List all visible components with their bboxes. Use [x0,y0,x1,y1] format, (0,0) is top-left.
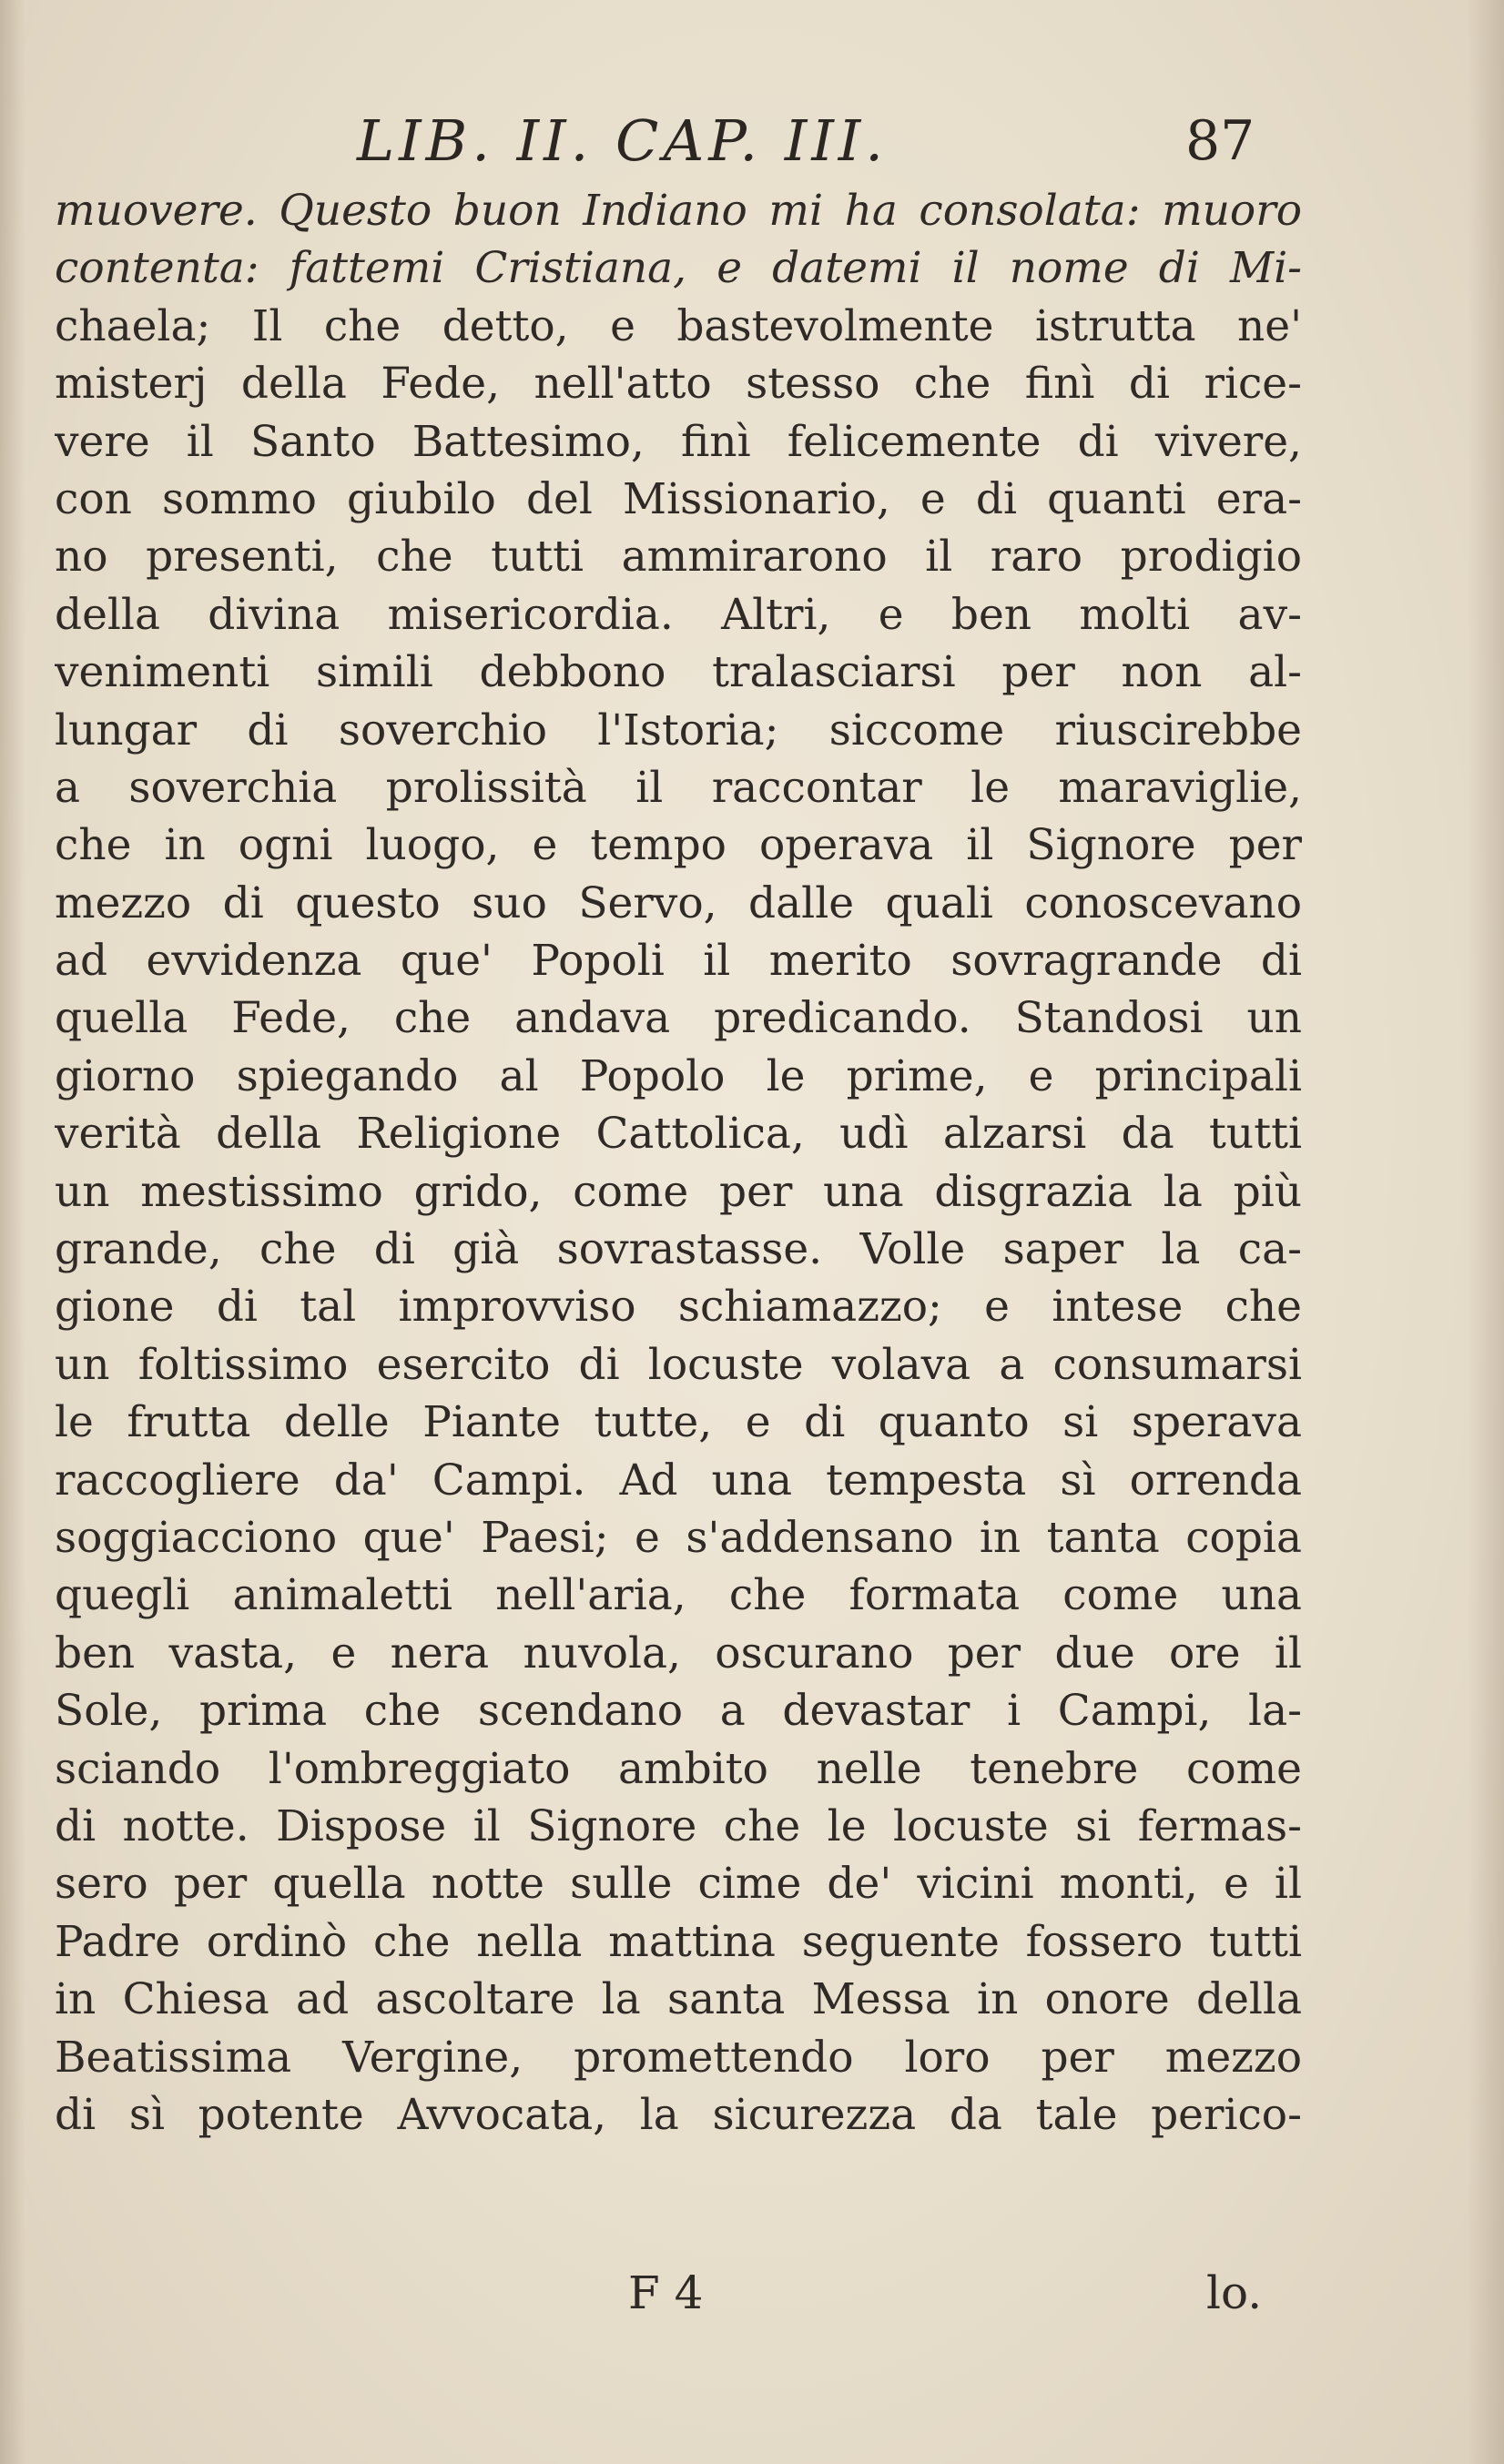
text-line: ad evvidenza que' Popoli il merito sovragrande di [55,936,1302,987]
text-line: no presenti, che tutti ammirarono il raro prodigio [55,532,1302,583]
text-line: un mestissimo grido, come per una disgrazia la più [55,1166,1302,1217]
text-line: soggiacciono que' Paesi; e s'addensano in tanta copia [55,1512,1302,1563]
text-line: Beatissima Vergine, promettendo loro per mezzo [55,2032,1302,2083]
text-line: le frutta delle Piante tutte, e di quanto si sperava [55,1397,1302,1448]
text-line: giorno spiegando al Popolo le prime, e principali [55,1050,1302,1101]
text-line: a soverchia prolissità il raccontar le maraviglie, [55,762,1302,813]
text-line: in Chiesa ad ascoltare la santa Messa in onore della [55,1974,1302,2025]
text-line: di sì potente Avvocata, la sicurezza da tale perico- [55,2089,1302,2140]
text-line: verità della Religione Cattolica, udì alzarsi da tutti [55,1109,1302,1160]
text-line: contenta: fattemi Cristiana, e datemi il nome di Mi- [55,243,1302,294]
text-line: venimenti simili debbono tralasciarsi per non al- [55,647,1302,698]
text-line: misterj della Fede, nell'atto stesso che finì di rice- [55,359,1302,410]
text-line: Padre ordinò che nella mattina seguente fossero tutti [55,1916,1302,1967]
page-shadow-right [1468,0,1504,2464]
text-body [55,182,1302,2144]
page-footer [55,2266,1302,2330]
text-line: sero per quella notte sulle cime de' vicini monti, e il [55,1859,1302,1910]
text-line: ben vasta, e nera nuvola, oscurano per due ore il [55,1627,1302,1678]
running-title: LIB. II. CAP. III. [357,107,889,174]
catchword: lo. [1206,2266,1263,2319]
text-line: muovere. Questo buon Indiano mi ha consolata: muoro [55,186,1302,236]
page-number: 87 [1185,109,1255,173]
text-line: chaela; Il che detto, e bastevolmente istrutta ne' [55,300,1302,351]
signature-mark: F 4 [628,2266,704,2319]
text-line: della divina misericordia. Altri, e ben molti av- [55,589,1302,640]
text-line: raccogliere da' Campi. Ad una tempesta sì orrenda [55,1455,1302,1506]
text-line: Sole, prima che scendano a devastar i Campi, la- [55,1686,1302,1737]
text-line: quegli animaletti nell'aria, che formata come una [55,1570,1302,1621]
text-line: che in ogni luogo, e tempo operava il Signore per [55,820,1302,871]
running-head [56,98,1304,189]
text-line: vere il Santo Battesimo, finì felicemente di vivere, [55,416,1302,467]
text-line: mezzo di questo suo Servo, dalle quali conoscevano [55,877,1302,928]
text-line: grande, che di già sovrastasse. Volle saper la ca- [55,1224,1302,1275]
text-line: quella Fede, che andava predicando. Standosi un [55,993,1302,1044]
text-line: un foltissimo esercito di locuste volava a consumarsi [55,1339,1302,1390]
text-line: di notte. Dispose il Signore che le locuste si fermas- [55,1800,1302,1851]
page-shadow-left [0,0,25,2464]
text-line: con sommo giubilo del Missionario, e di quanti era- [55,473,1302,524]
text-line: sciando l'ombreggiato ambito nelle tenebre come [55,1743,1302,1794]
text-line: gione di tal improvviso schiamazzo; e intese che [55,1282,1302,1333]
text-line: lungar di soverchio l'Istoria; siccome riuscirebbe [55,705,1302,755]
